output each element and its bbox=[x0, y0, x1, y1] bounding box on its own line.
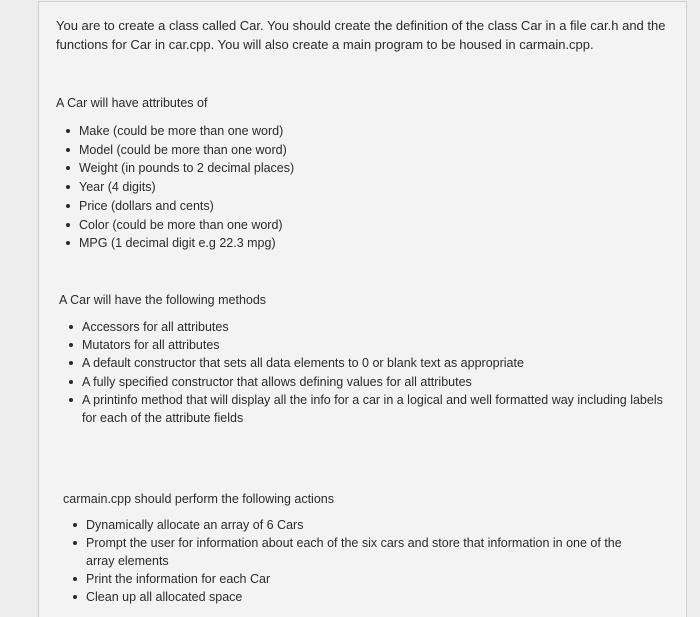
actions-heading: carmain.cpp should perform the following actions bbox=[63, 492, 334, 506]
list-item: MPG (1 decimal digit e.g 22.3 mpg) bbox=[64, 234, 624, 253]
list-item: Price (dollars and cents) bbox=[64, 197, 624, 216]
list-item: Dynamically allocate an array of 6 Cars bbox=[71, 516, 651, 534]
assignment-document bbox=[38, 1, 687, 617]
list-item: Prompt the user for information about each of the six cars and store that information in one of the array elements bbox=[71, 534, 651, 570]
list-item: Color (could be more than one word) bbox=[64, 216, 624, 235]
list-item: A printinfo method that will display all the info for a car in a logical and well formatted way including labels for each of the attribute fields bbox=[67, 391, 667, 427]
intro-paragraph: You are to create a class called Car. You should create the definition of the class Car in a file car.h and the functions for Car in car.cpp. You will also create a main program to be housed in carmain.cpp. bbox=[56, 18, 666, 52]
list-item: Clean up all allocated space bbox=[71, 588, 651, 606]
attributes-list bbox=[64, 122, 624, 253]
list-item: Print the information for each Car bbox=[71, 570, 651, 588]
methods-heading: A Car will have the following methods bbox=[59, 293, 267, 307]
attributes-heading: A Car will have attributes of bbox=[56, 96, 208, 110]
actions-list bbox=[71, 516, 651, 606]
list-item: Weight (in pounds to 2 decimal places) bbox=[64, 159, 624, 178]
list-item: Accessors for all attributes bbox=[67, 318, 667, 336]
list-item: A default constructor that sets all data elements to 0 or blank text as appropriate bbox=[67, 354, 667, 372]
methods-list bbox=[67, 318, 667, 427]
list-item: A fully specified constructor that allows defining values for all attributes bbox=[67, 373, 667, 391]
list-item: Make (could be more than one word) bbox=[64, 122, 624, 141]
list-item: Year (4 digits) bbox=[64, 178, 624, 197]
list-item: Mutators for all attributes bbox=[67, 336, 667, 354]
list-item: Model (could be more than one word) bbox=[64, 141, 624, 160]
